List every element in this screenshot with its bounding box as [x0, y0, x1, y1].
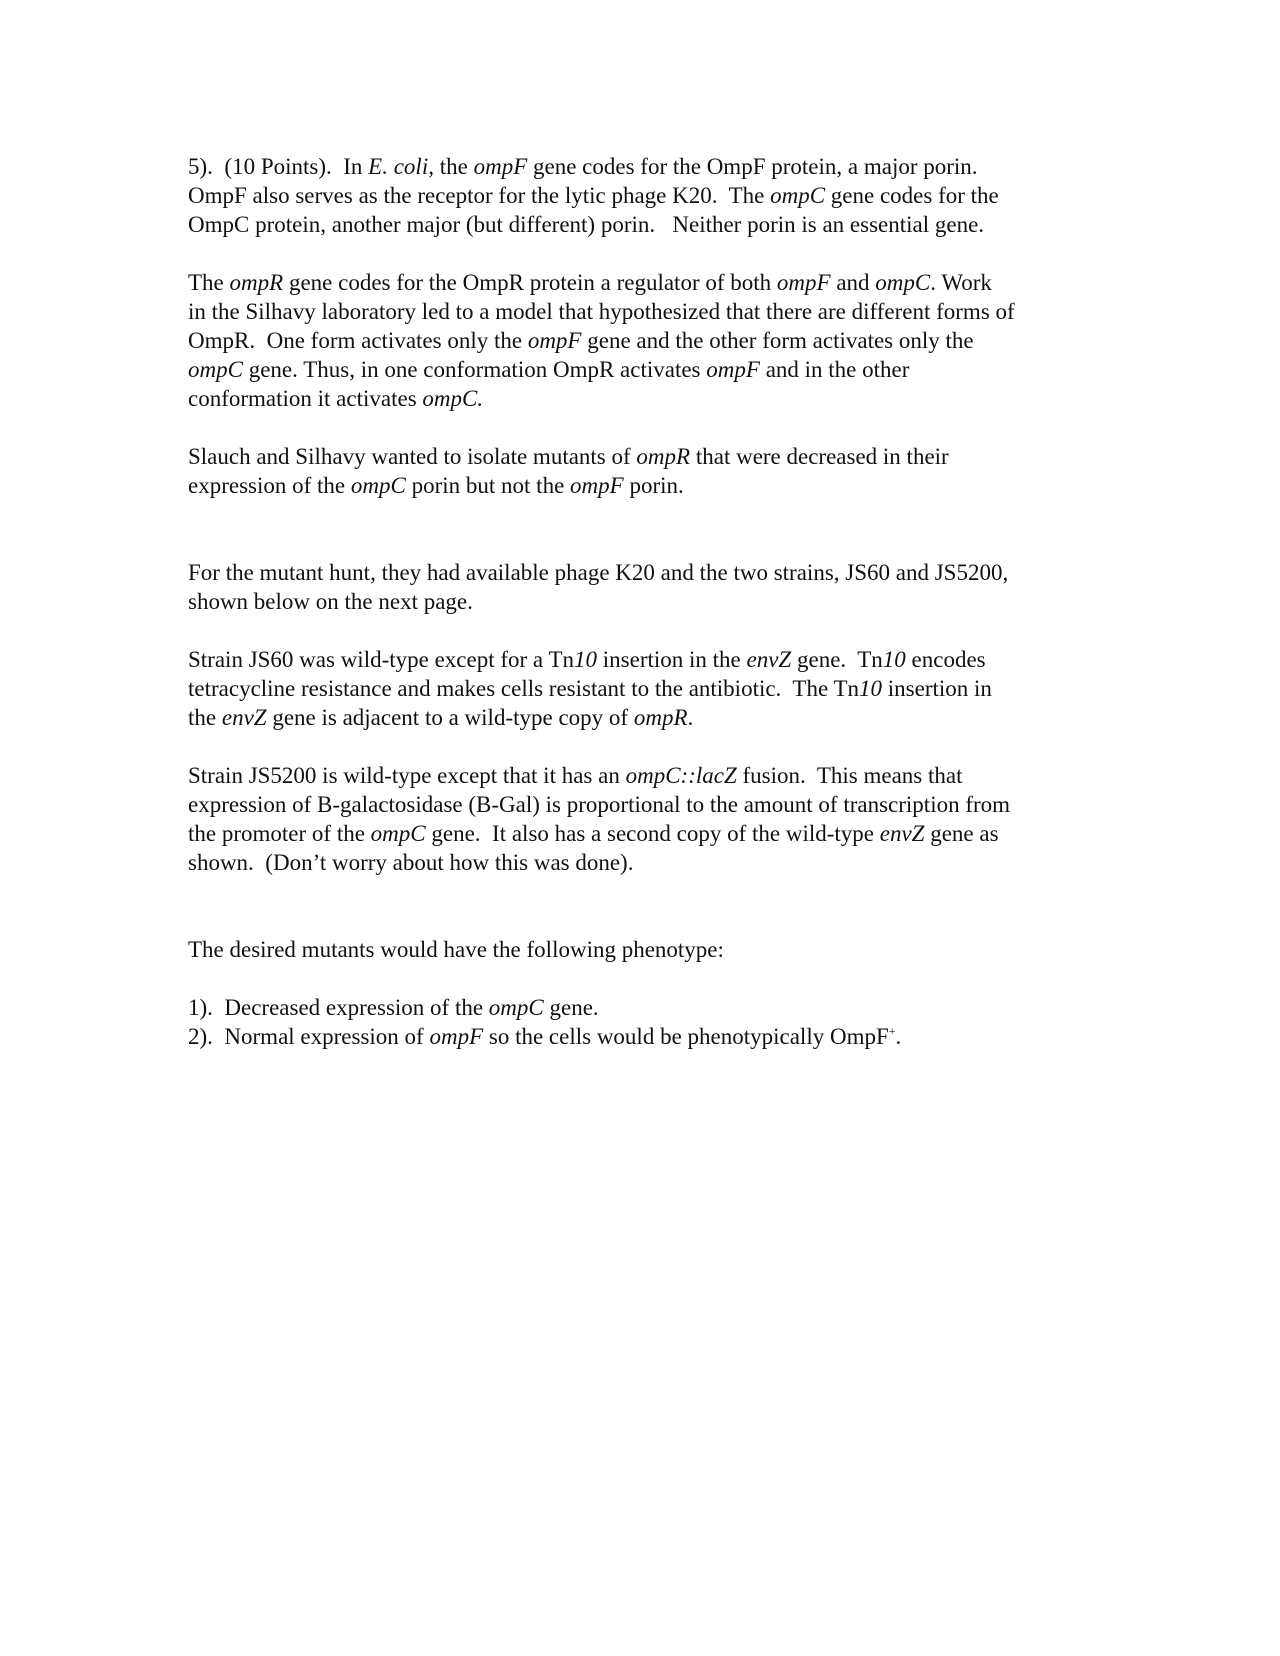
paragraph-spacer	[188, 877, 1098, 935]
italic-text: ompC	[875, 270, 931, 295]
superscript-text: +	[888, 1024, 896, 1038]
paragraph-spacer	[188, 500, 1098, 558]
italic-text: 10	[859, 676, 883, 701]
italic-text: envZ	[879, 821, 925, 846]
body-text: gene. Thus, in one conformation OmpR activates	[242, 357, 707, 382]
italic-text: ompR	[229, 270, 284, 295]
body-text: .	[687, 705, 694, 730]
body-text: so the cells would be phenotypically OmpF	[483, 1024, 889, 1049]
desired-phenotype-heading	[188, 935, 1098, 964]
paragraph-spacer	[188, 616, 1098, 645]
italic-text: ompC	[370, 821, 426, 846]
body-text: gene. 2). Normal expression of	[188, 995, 599, 1049]
body-text: gene. It also has a second copy of the wild-type	[425, 821, 880, 846]
italic-text: ompC.	[422, 386, 484, 411]
italic-text: 10	[574, 647, 598, 672]
body-text: Strain JS5200 is wild-type except that it has an	[188, 763, 626, 788]
strain-js5200-paragraph	[188, 761, 1098, 877]
body-text: porin but not the	[405, 473, 571, 498]
italic-text: ompC	[770, 183, 826, 208]
body-text: For the mutant hunt, they had available phage K20 and the two strains, JS60 and JS5200, shown below on the next page.	[188, 560, 1009, 614]
phenotype-list	[188, 993, 1098, 1051]
body-text: gene codes for the OmpC protein, another major (but different) porin. Neither porin is an essential gene.	[188, 183, 999, 237]
body-text: . Work in the Silhavy laboratory led to a model that hypothesized that there are different forms of OmpR. One form activates only the	[188, 270, 1015, 353]
italic-text: ompF	[570, 473, 624, 498]
body-text: insertion in the	[188, 676, 992, 730]
strain-js60-paragraph	[188, 645, 1098, 732]
italic-text: ompR	[636, 444, 691, 469]
italic-text: ompF	[429, 1024, 484, 1049]
body-text: 5). (10 Points). In	[188, 154, 369, 179]
question-intro-paragraph	[188, 152, 1098, 239]
body-text: and	[830, 270, 876, 295]
paragraph-spacer	[188, 964, 1098, 993]
italic-text: ompR	[633, 705, 688, 730]
italic-text: ompC	[350, 473, 406, 498]
body-text: Strain JS60 was wild-type except for a Tn	[188, 647, 575, 672]
italic-text: envZ	[221, 705, 267, 730]
body-text: Slauch and Silhavy wanted to isolate mutants of	[188, 444, 637, 469]
mutant-hunt-paragraph	[188, 558, 1098, 616]
body-text: fusion. This means that expression of B-galactosidase (B-Gal) is proportional to the amount of transcription from the promoter of the	[188, 763, 1011, 846]
italic-text: envZ	[746, 647, 792, 672]
italic-text: ompF	[473, 154, 528, 179]
body-text: The	[188, 270, 230, 295]
body-text: encodes tetracycline resistance and makes cells resistant to the antibiotic. The Tn	[188, 647, 986, 701]
body-text: and in the other conformation it activates	[188, 357, 910, 411]
body-text: .	[895, 1024, 902, 1049]
italic-text: 10	[882, 647, 906, 672]
italic-text: ompC	[188, 357, 243, 382]
italic-text: ompF	[776, 270, 831, 295]
italic-text: ompF	[706, 357, 760, 382]
mutant-goal-paragraph	[188, 442, 1098, 500]
body-text: gene codes for the OmpF protein, a major porin. OmpF also serves as the receptor for the lytic phage K20. The	[188, 154, 978, 208]
body-text: 1). Decreased expression of the	[188, 995, 489, 1020]
body-text: gene as shown. (Don’t worry about how this was done).	[188, 821, 999, 875]
body-text: , the	[428, 154, 474, 179]
body-text: gene is adjacent to a wild-type copy of	[266, 705, 634, 730]
body-text: porin.	[623, 473, 684, 498]
italic-text: E. coli	[368, 154, 429, 179]
paragraph-spacer	[188, 732, 1098, 761]
body-text: The desired mutants would have the following phenotype:	[188, 937, 724, 962]
ompr-model-paragraph	[188, 268, 1098, 413]
paragraph-spacer	[188, 239, 1098, 268]
paragraph-spacer	[188, 413, 1098, 442]
italic-text: ompF	[527, 328, 582, 353]
italic-text: ompC	[488, 995, 544, 1020]
body-text: gene and the other form activates only the	[587, 328, 974, 353]
body-text: gene. Tn	[791, 647, 883, 672]
body-text: gene codes for the OmpR protein a regulator of both	[283, 270, 777, 295]
body-text: insertion in the	[597, 647, 747, 672]
body-text: that were decreased in their expression of the	[188, 444, 949, 498]
document-body	[188, 152, 1098, 1051]
italic-text: ompC::lacZ	[625, 763, 737, 788]
